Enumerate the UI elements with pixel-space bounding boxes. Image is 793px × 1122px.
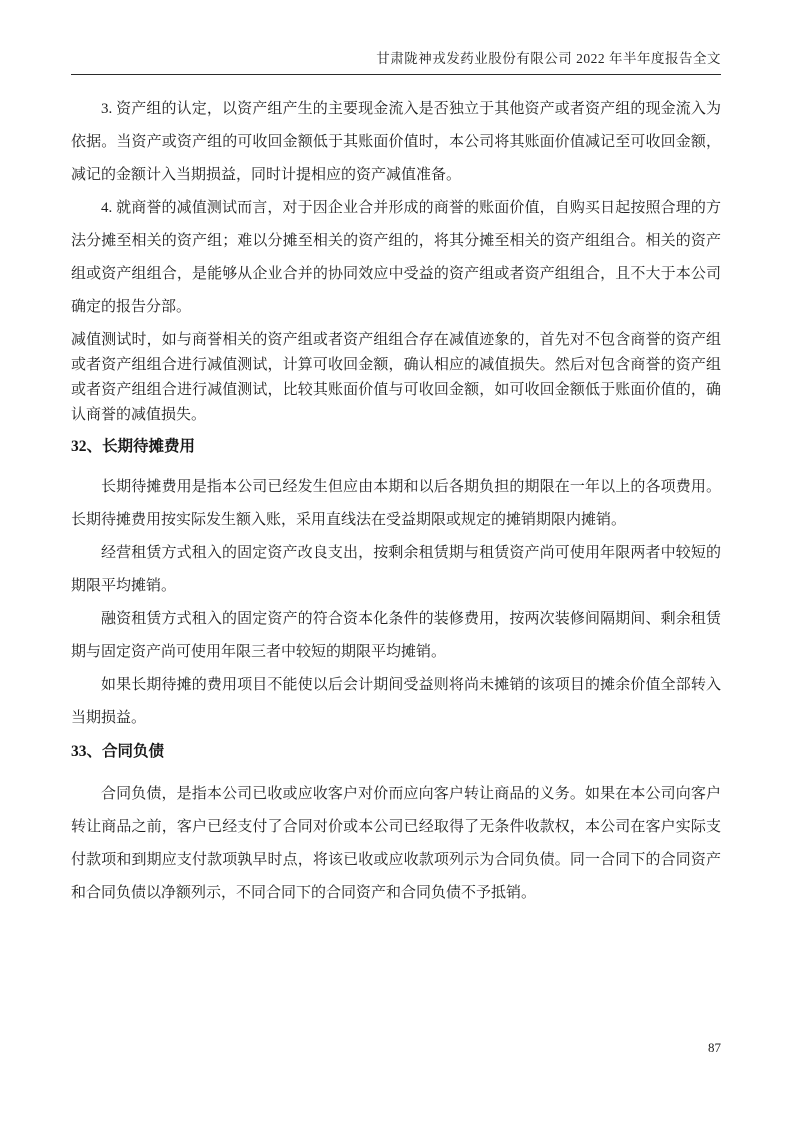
section-heading-33-contract-liabilities: 33、合同负债 bbox=[71, 743, 165, 760]
paragraph-32-definition: 长期待摊费用是指本公司已经发生但应由本期和以后各期负担的期限在一年以上的各项费用。长期待摊费用按实际发生额入账，采用直线法在受益期限或规定的摊销期限内摊销。 bbox=[71, 479, 721, 528]
paragraph-32-finance-lease: 融资租赁方式租入的固定资产的符合资本化条件的装修费用，按两次装修间隔期间、剩余租赁期与固定资产尚可使用年限三者中较短的期限平均摊销。 bbox=[71, 611, 721, 660]
paragraph-goodwill-allocation: 4. 就商誉的减值测试而言，对于因企业合并形成的商誉的账面价值，自购买日起按照合理的方法分摊至相关的资产组；难以分摊至相关的资产组的，将其分摊至相关的资产组组合。相关的资产组或资产组组合，是能够从企业合并的协同效应中受益的资产组或者资产组组合，且不大于本公司确定的报告分部。 bbox=[71, 200, 721, 315]
paragraph-goodwill-impairment-test: 减值测试时，如与商誉相关的资产组或者资产组组合存在减值迹象的，首先对不包含商誉的资产组或者资产组组合进行减值测试，计算可收回金额，确认相应的减值损失。然后对包含商誉的资产组或者资产组组合进行减值测试，比较其账面价值与可收回金额，如可收回金额低于账面价值的，确认商誉的减值损失。 bbox=[71, 332, 721, 423]
paragraph-33-contract-liabilities: 合同负债，是指本公司已收或应收客户对价而应向客户转让商品的义务。如果在本公司向客户转让商品之前，客户已经支付了合同对价或本公司已经取得了无条件收款权，本公司在客户实际支付款项和到期应支付款项孰早时点，将该已收或应收款项列示为合同负债。同一合同下的合同资产和合同负债以净额列示，不同合同下的合同资产和合同负债不予抵销。 bbox=[71, 786, 721, 901]
page-number: 87 bbox=[708, 1040, 721, 1055]
paragraph-32-operating-lease: 经营租赁方式租入的固定资产改良支出，按剩余租赁期与租赁资产尚可使用年限两者中较短的期限平均摊销。 bbox=[71, 545, 721, 594]
page-header bbox=[71, 50, 721, 75]
paragraph-32-transfer-to-profit-loss: 如果长期待摊的费用项目不能使以后会计期间受益则将尚未摊销的该项目的摊余价值全部转入当期损益。 bbox=[71, 677, 721, 726]
paragraph-asset-group-recognition: 3. 资产组的认定，以资产组产生的主要现金流入是否独立于其他资产或者资产组的现金流入为依据。当资产或资产组的可收回金额低于其账面价值时，本公司将其账面价值减记至可收回金额，减记的金额计入当期损益，同时计提相应的资产减值准备。 bbox=[71, 101, 721, 183]
document-body bbox=[71, 93, 721, 910]
header-rule bbox=[71, 74, 721, 75]
report-header-title: 甘肃陇神戎发药业股份有限公司 2022 年半年度报告全文 bbox=[376, 51, 721, 66]
section-heading-32-long-term-deferred-expenses: 32、长期待摊费用 bbox=[71, 438, 196, 455]
page-footer bbox=[71, 1040, 721, 1056]
